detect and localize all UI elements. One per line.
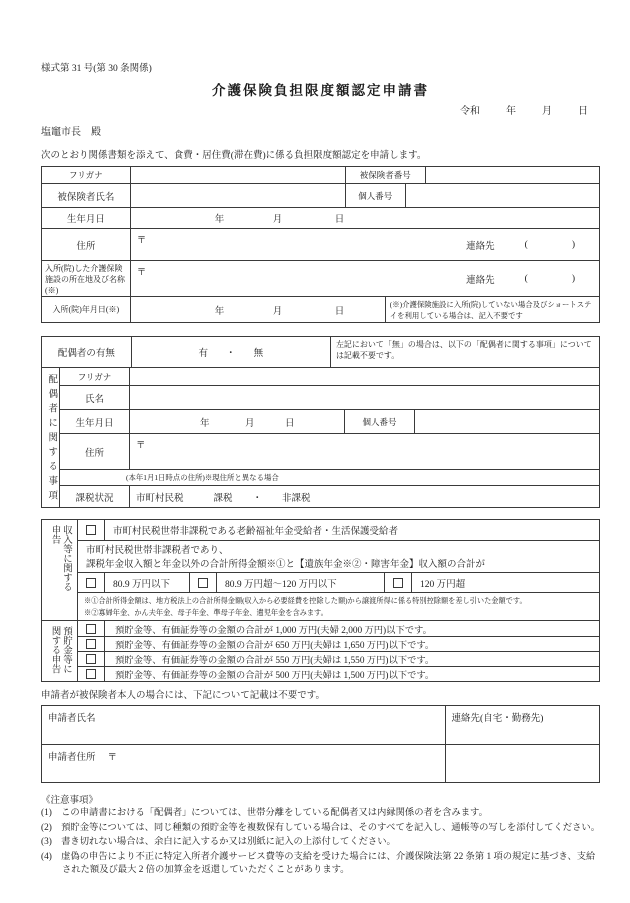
- income-note-2: ※②寡婦年金、かん夫年金、母子年金、準母子年金、遺児年金を含みます。: [84, 609, 328, 617]
- savings-section-label-right: 預貯金等に: [61, 626, 71, 674]
- savings-option-1: 預貯金等、有価証券等の金額の合計が 1,000 万円(夫婦 2,000 万円)以下です。: [104, 621, 599, 636]
- insured-table: [41, 166, 600, 323]
- paren-open: (: [524, 239, 528, 250]
- form-number: 様式第 31 号(第 30 条関係): [41, 64, 152, 74]
- spouse-birthdate-label: 生年月日: [59, 410, 129, 433]
- income-notes: [77, 593, 599, 620]
- table-row: [77, 540, 599, 572]
- income-checkbox-cell: [189, 573, 216, 592]
- savings-section-label-left: 関する申告: [49, 626, 60, 674]
- table-row: [42, 183, 599, 207]
- note-item-1: (1) この申請書における「配偶者」については、世帯分離をしている配偶者又は内縁関係の者を含みます。: [41, 808, 488, 818]
- notes-heading: 《注意事項》: [41, 796, 99, 806]
- table-row: [59, 433, 599, 469]
- spouse-furigana-field[interactable]: [129, 368, 599, 385]
- date-line: [41, 102, 600, 117]
- birthdate-field[interactable]: [130, 208, 599, 228]
- paren-close: ): [571, 239, 575, 250]
- table-row: [59, 368, 599, 385]
- applicant-contact-field-2[interactable]: [445, 745, 599, 782]
- savings-declaration-section: [42, 620, 599, 681]
- table-row: [77, 572, 599, 592]
- spouse-body: [42, 367, 599, 507]
- personal-number-label: 個人番号: [345, 184, 405, 207]
- contact-label: 連絡先: [466, 275, 495, 286]
- postal-mark: 〒: [136, 268, 147, 278]
- admission-date-field[interactable]: [130, 297, 385, 322]
- spouse-name-label: 氏名: [59, 386, 129, 409]
- income-condition-text: [77, 541, 599, 572]
- spouse-section-label-col: [42, 368, 59, 507]
- income-condition-line2: 課税年金収入額と年金以外の合計所得金額※①と【遺族年金※②・障害年金】収入額の合計が: [86, 560, 486, 570]
- tax-exempt[interactable]: 非課税: [282, 493, 311, 504]
- spouse-tax-label: 課税状況: [59, 486, 129, 507]
- month-label: 月: [542, 106, 552, 117]
- day-label: 日: [578, 106, 588, 117]
- table-row: [42, 207, 599, 228]
- table-row: [77, 520, 599, 540]
- spouse-address-label: 住所: [59, 434, 129, 469]
- income-option-welfare: 市町村民税世帯非課税である老齢福祉年金受給者・生活保護受給者: [104, 520, 599, 540]
- spouse-personal-number-cells: [414, 410, 599, 433]
- table-row: [77, 651, 599, 666]
- table-row: [77, 666, 599, 681]
- income-option-1: 80.9 万円以下: [104, 573, 189, 592]
- tax-prefix: 市町村民税: [136, 493, 184, 504]
- savings-section-label-col: [42, 621, 77, 681]
- month-unit: 月: [245, 418, 255, 429]
- savings-checkbox-cell: [77, 652, 104, 666]
- income-checkbox-cell: [77, 573, 104, 592]
- month-unit: 月: [272, 215, 283, 225]
- era-label: 令和: [460, 106, 480, 117]
- spouse-address-note: (本年1月1日時点の住所)※現住所と異なる場合: [59, 470, 599, 485]
- declaration-table: [41, 519, 600, 682]
- contact-group: [466, 272, 575, 286]
- savings-option-4: 預貯金等、有価証券等の金額の合計が 500 万円(夫婦は 1,500 万円)以下です。: [104, 667, 599, 681]
- contact-group: [466, 238, 575, 252]
- spouse-personal-number-label: 個人番号: [344, 410, 414, 433]
- applicant-name-field[interactable]: [42, 706, 445, 744]
- income-rows: [77, 520, 599, 620]
- postal-mark: 〒: [136, 441, 146, 451]
- insured-number-label: 被保険者番号: [345, 167, 425, 183]
- spouse-section-label: 配偶者に関する事項: [46, 374, 57, 505]
- checkbox[interactable]: [86, 669, 96, 679]
- applicant-address-label: 申請者住所: [48, 753, 96, 763]
- checkbox[interactable]: [86, 525, 96, 535]
- income-section-label-right: 収入等に関する: [61, 525, 71, 592]
- spouse-address-field[interactable]: [129, 434, 599, 469]
- checkbox[interactable]: [86, 639, 96, 649]
- applicant-table: [41, 705, 600, 783]
- savings-checkbox-cell: [77, 621, 104, 636]
- table-row: [59, 485, 599, 507]
- savings-checkbox-cell: [77, 667, 104, 681]
- savings-rows: [77, 621, 599, 681]
- insured-name-label: 被保険者氏名: [57, 192, 115, 203]
- facility-label: 入所(院)した介護保険施設の所在地及び名称(※): [45, 264, 125, 295]
- applicant-address-field[interactable]: [42, 745, 445, 782]
- year-label: 年: [506, 106, 516, 117]
- checkbox[interactable]: [86, 624, 96, 634]
- checkbox[interactable]: [393, 578, 403, 588]
- income-section-label-col: [42, 520, 77, 620]
- contact-label: 連絡先: [466, 241, 495, 252]
- spouse-furigana-label: フリガナ: [59, 368, 129, 385]
- income-option-2: 80.9 万円超～120 万円以下: [216, 573, 384, 592]
- spouse-presence-field[interactable]: [131, 337, 330, 367]
- furigana-field[interactable]: [130, 167, 345, 183]
- income-condition-line1: 市町村民税世帯非課税者であり、: [86, 546, 229, 556]
- facility-field[interactable]: [130, 261, 599, 296]
- spouse-rows: [59, 368, 599, 507]
- addressee: 塩竈市長 殿: [41, 127, 101, 138]
- presence-no[interactable]: 無: [253, 349, 264, 359]
- table-row: [42, 337, 599, 367]
- page-title: 介護保険負担限度額認定申請書: [212, 83, 429, 98]
- savings-option-2: 預貯金等、有価証券等の金額の合計が 650 万円(夫婦は 1,650 万円)以下です。: [104, 637, 599, 651]
- furigana-label: フリガナ: [69, 170, 103, 180]
- insured-number-cells: [425, 167, 599, 183]
- income-declaration-section: [42, 520, 599, 620]
- day-unit: 日: [334, 306, 345, 317]
- admission-date-label: 入所(院)年月日(※): [52, 305, 120, 314]
- income-checkbox-cell: [384, 573, 411, 592]
- table-row: [59, 469, 599, 485]
- tax-dot: ・: [252, 493, 263, 504]
- table-row: [77, 592, 599, 620]
- savings-checkbox-cell: [77, 637, 104, 651]
- applicant-name-label: 申請者氏名: [48, 714, 96, 724]
- applicant-note: 申請者が被保険者本人の場合には、下記について記載は不要です。: [41, 691, 326, 701]
- table-row: [42, 228, 599, 260]
- presence-yes[interactable]: 有: [198, 349, 209, 359]
- spouse-tax-field[interactable]: [129, 486, 599, 507]
- spouse-name-field[interactable]: [129, 386, 599, 409]
- spouse-presence-label: 配偶者の有無: [57, 349, 115, 359]
- income-note-1: ※①合計所得金額は、地方税法上の合計所得金額(収入から必要経費を控除した額)から譲渡所得に係る特別控除額を差し引いた金額です。: [84, 597, 527, 605]
- address-field[interactable]: [130, 229, 599, 260]
- note-item-2: (2) 預貯金等については、同じ種類の預貯金等を複数保有している場合は、そのすべてを記入し、通帳等の写しを添付してください。: [41, 822, 600, 833]
- income-option-3: 120 万円超: [411, 573, 599, 592]
- spouse-presence-note: 左記において「無」の場合は、以下の「配偶者に関する事項」については記載不要です。: [330, 337, 599, 367]
- table-row: [77, 636, 599, 651]
- applicant-contact-field[interactable]: [445, 706, 599, 744]
- income-checkbox-cell: [77, 520, 104, 540]
- paren-close: ): [571, 273, 575, 284]
- admission-note: (※)介護保険施設に入所(院)していない場合及びショートステイを利用している場合は、記入不要です: [385, 297, 599, 322]
- note-item-4: (4) 虚偽の申告により不正に特定入所者介護サービス費等の支給を受けた場合には、介護保険法第 22 条第 1 項の規定に基づき、支給された額及び最大 2 倍の加算金を返還していただくことがあります。: [41, 851, 596, 875]
- year-unit: 年: [214, 215, 225, 225]
- spouse-birthdate-field[interactable]: [129, 410, 344, 433]
- presence-dot: ・: [226, 349, 236, 359]
- table-row: [42, 744, 599, 782]
- paren-open: (: [524, 273, 528, 284]
- table-row: [77, 621, 599, 636]
- postal-mark: 〒: [136, 236, 147, 246]
- note-item-3: (3) 書き切れない場合は、余白に記入するか又は別紙に記入の上添付してください。: [41, 837, 396, 847]
- income-section-label-left: 申告: [49, 525, 60, 544]
- year-unit: 年: [214, 306, 225, 317]
- checkbox[interactable]: [86, 578, 96, 588]
- form-content: [41, 60, 600, 878]
- table-row: [42, 296, 599, 322]
- personal-number-cells: [405, 184, 599, 207]
- birthdate-label: 生年月日: [66, 215, 105, 225]
- intro-sentence: 次のとおり関係書類を添えて、食費・居住費(滞在費)に係る負担限度額認定を申請します。: [41, 151, 427, 161]
- spouse-table: [41, 336, 600, 508]
- day-unit: 日: [334, 215, 345, 225]
- table-row: [42, 260, 599, 296]
- address-label: 住所: [76, 241, 96, 252]
- tax-taxable[interactable]: 課税: [213, 493, 233, 504]
- table-row: [59, 409, 599, 433]
- month-unit: 月: [272, 306, 283, 317]
- day-unit: 日: [285, 418, 295, 429]
- table-row: [42, 706, 599, 744]
- applicant-contact-label: 連絡先(自宅・勤務先): [451, 714, 544, 724]
- year-unit: 年: [200, 418, 210, 429]
- table-row: [42, 167, 599, 183]
- checkbox[interactable]: [198, 578, 208, 588]
- table-row: [59, 385, 599, 409]
- savings-option-3: 預貯金等、有価証券等の金額の合計が 550 万円(夫婦は 1,550 万円)以下です。: [104, 652, 599, 666]
- insured-name-field[interactable]: [130, 184, 345, 207]
- postal-mark: 〒: [107, 753, 118, 763]
- checkbox[interactable]: [86, 654, 96, 664]
